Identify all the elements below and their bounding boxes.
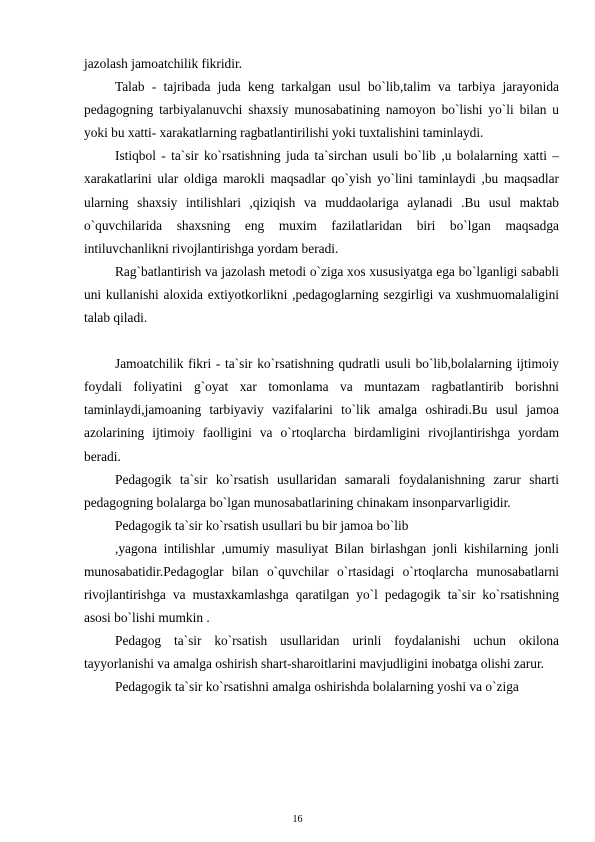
paragraph-gap (84, 329, 559, 352)
paragraph-4: Rag`batlantirish va jazolash metodi o`ziga xos xususiyatga ega bo`lganligi sababli uni kullanishi aloxida extiyotkorlikni ,pedagoglarning sezgirligi va xushmuomalaligini talab qiladi. (84, 263, 559, 326)
paragraph-1: jazolash jamoatchilik fikridir. (84, 56, 243, 71)
paragraph-5: Jamoatchilik fikri - ta`sir ko`rsatishning qudratli usuli bo`lib,bolalarning ijtimoiy foydali foliyatini g`oyat xar tomonlama va muntazam ragbatlantirib borishni taminlaydi,jamoaning tarbiyaviy vazifalarini to`lik amalga oshiradi.Bu usul jamoa azolarining ijtimoiy faolligini va o`rtoqlarcha birdamligini rivojlantirishga yordam beradi. (84, 356, 559, 464)
paragraph-10: Pedagogik ta`sir ko`rsatishni amalga oshirishda bolalarning yoshi va o`ziga (115, 679, 519, 695)
page-number: 16 (292, 814, 303, 825)
paragraph-3: Istiqbol - ta`sir ko`rsatishning juda ta`sirchan usuli bo`lib ,u bolalarning xatti –xarakatlarini ular oldiga marokli maqsadlar qo`yish yo`lini taminlaydi ,bu maqsadlar ularning shaxsiy intilishlari ,qiziqish va muddaolariga aylanadi .Bu usul maktab o`quvchilarida shaxsning eng muxim fazilatlaridan biri bo`lgan maqsadga intiluvchanlikni rivojlantirishga yordam beradi. (84, 148, 559, 256)
document-body (84, 52, 559, 699)
paragraph-7: Pedagogik ta`sir ko`rsatish usullari bu bir jamoa bo`lib (115, 517, 409, 533)
paragraph-9: Pedagog ta`sir ko`rsatish usullaridan urinli foydalanishi uchun okilona tayyorlanishi va amalga oshirish shart-sharoitlarini mavjudligini inobatga olishi zarur. (84, 633, 559, 672)
paragraph-6: Pedagogik ta`sir ko`rsatish usullaridan samarali foydalanishning zarur sharti pedagogning bolalarga bo`lgan munosabatlarining chinakam insonparvarligidir. (84, 471, 559, 510)
paragraph-2: Talab - tajribada juda keng tarkalgan usul bo`lib,talim va tarbiya jarayonida pedagogning tarbiyalanuvchi shaxsiy munosabatining namoyon bo`lishi yo`li bilan u yoki bu xatti- xarakatlarning ragbatlantirilishi yoki tuxtalishini taminlaydi. (84, 79, 559, 141)
paragraph-8: ,yagona intilishlar ,umumiy masuliyat Bilan birlashgan jonli kishilarning jonli munosabatidir.Pedagoglar bilan o`quvchilar o`rtasidagi o`rtoqlarcha munosabatlarni rivojlantirishga va mustaxkamlashga qaratilgan yo`l pedagogik ta`sir ko`rsatishning asosi bo`lishi mumkin . (84, 540, 559, 626)
